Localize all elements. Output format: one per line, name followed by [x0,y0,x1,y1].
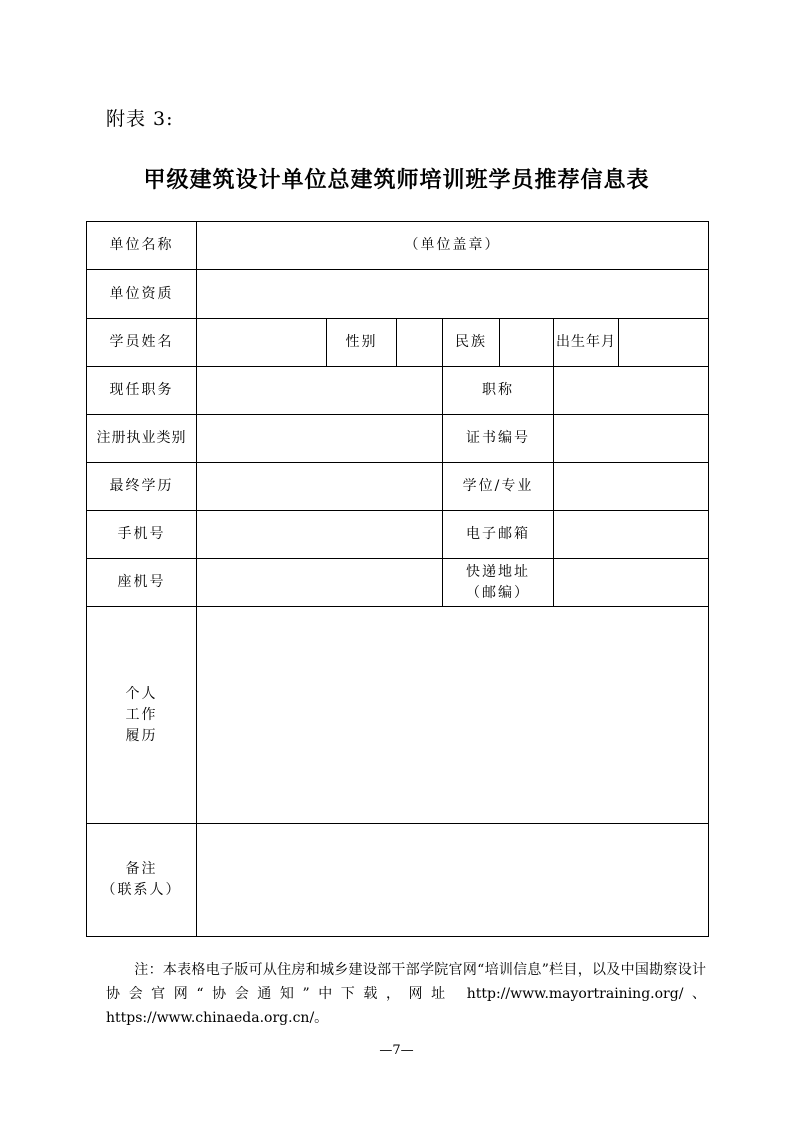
resume-field[interactable] [197,607,709,824]
title-label: 职称 [443,367,554,415]
address-label-line1: 快递地址 [466,563,530,580]
degree-field[interactable] [554,463,709,511]
address-label [443,559,554,607]
appendix-label: 附表 3: [106,108,174,130]
degree-label: 学位/专业 [443,463,554,511]
landline-label: 座机号 [87,559,197,607]
birth-field[interactable] [619,319,709,367]
education-field[interactable] [197,463,443,511]
unit-seal-hint: （单位盖章） [404,237,501,253]
student-name-label: 学员姓名 [87,319,197,367]
footnote [106,958,706,1030]
page-number: —7— [379,1043,414,1058]
resume-label-line3: 履历 [125,727,158,744]
resume-label [87,607,197,824]
unit-name-label: 单位名称 [87,222,197,270]
recommendation-form-table [86,221,709,937]
email-label: 电子邮箱 [443,511,554,559]
gender-label: 性别 [327,319,397,367]
title-field[interactable] [554,367,709,415]
email-field[interactable] [554,511,709,559]
remarks-label-line1: 备注 [125,861,158,877]
remarks-field[interactable] [197,824,709,937]
gender-field[interactable] [397,319,443,367]
mobile-label: 手机号 [87,511,197,559]
ethnicity-label: 民族 [443,319,500,367]
position-field[interactable] [197,367,443,415]
address-field[interactable] [554,559,709,607]
unit-qualification-label: 单位资质 [87,270,197,319]
registration-field[interactable] [197,415,443,463]
ethnicity-field[interactable] [500,319,554,367]
mobile-field[interactable] [197,511,443,559]
registration-label: 注册执业类别 [87,415,197,463]
position-label: 现任职务 [87,367,197,415]
remarks-label-line2: （联系人） [101,882,182,898]
unit-qualification-field[interactable] [197,270,709,319]
certificate-field[interactable] [554,415,709,463]
birth-label: 出生年月 [554,319,619,367]
student-name-field[interactable] [197,319,327,367]
resume-label-line2: 工作 [125,706,158,723]
landline-field[interactable] [197,559,443,607]
form-title: 甲级建筑设计单位总建筑师培训班学员推荐信息表 [143,167,650,193]
address-label-line2: （邮编） [466,584,530,601]
remarks-label [87,824,197,937]
resume-label-line1: 个人 [125,685,158,702]
footnote-text: 注：本表格电子版可从住房和城乡建设部干部学院官网“培训信息”栏目，以及中国勘察设计协会官网“协会通知”中下载，网址 http://www.mayortraining.org/、https://www.chinaeda.org.cn/。 [106,962,706,1026]
education-label: 最终学历 [87,463,197,511]
certificate-label: 证书编号 [443,415,554,463]
unit-name-field[interactable] [197,222,709,270]
